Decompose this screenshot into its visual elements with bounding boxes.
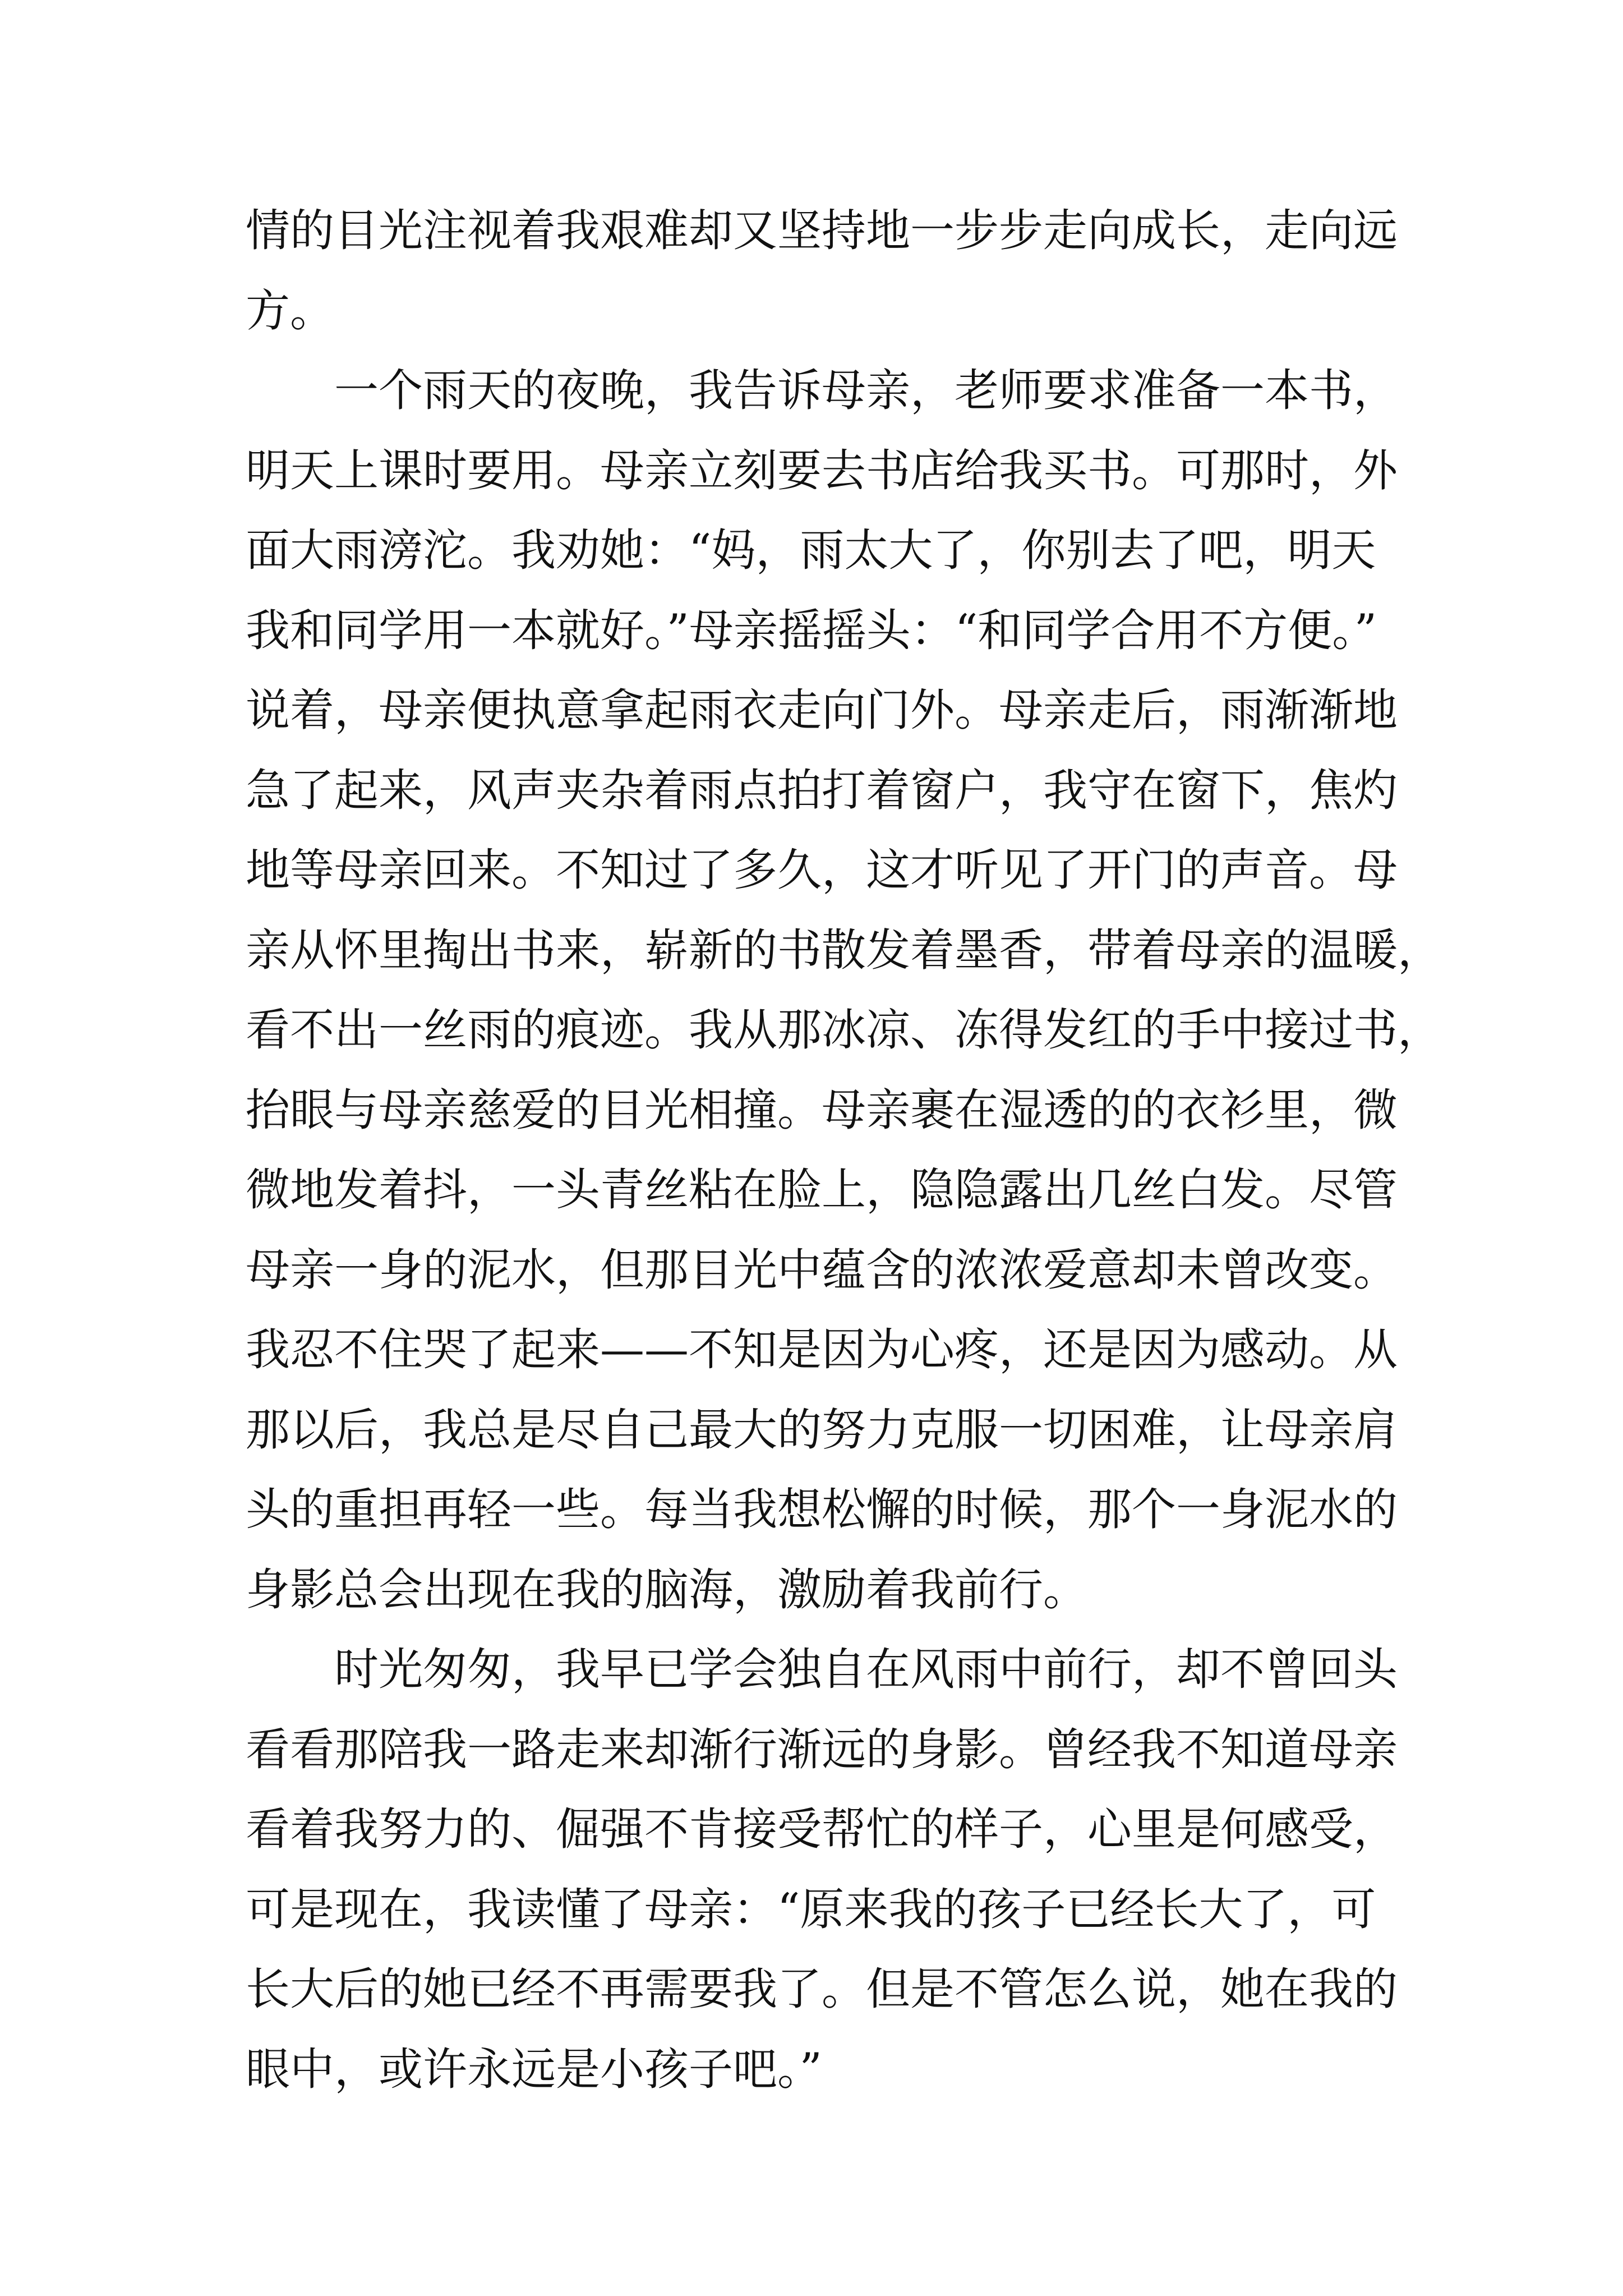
text-line: 长大后的她已经不再需要我了。但是不管怎么说，她在我的 bbox=[246, 1963, 1398, 2015]
text-line: 我忍不住哭了起来——不知是因为心疼，还是因为感动。从 bbox=[246, 1324, 1398, 1375]
text-line: 亲从怀里掏出书来，崭新的书散发着墨香，带着母亲的温暖， bbox=[246, 924, 1442, 976]
text-line: 情的目光注视着我艰难却又坚持地一步步走向成长，走向远 bbox=[246, 205, 1398, 256]
text-line: 眼中，或许永远是小孩子吧。” bbox=[246, 2043, 822, 2095]
body-text bbox=[246, 191, 1442, 2109]
text-line: 看看那陪我一路走来却渐行渐远的身影。曾经我不知道母亲 bbox=[246, 1723, 1398, 1775]
text-line: 抬眼与母亲慈爱的目光相撞。母亲裹在湿透的的衣衫里，微 bbox=[246, 1084, 1398, 1136]
text-line: 一个雨天的夜晚，我告诉母亲，老师要求准备一本书， bbox=[334, 365, 1398, 416]
text-line: 方。 bbox=[246, 284, 334, 337]
text-line: 微地发着抖，一头青丝粘在脸上，隐隐露出几丝白发。尽管 bbox=[246, 1164, 1398, 1216]
text-line: 母亲一身的泥水，但那目光中蕴含的浓浓爱意却未曾改变。 bbox=[246, 1244, 1398, 1296]
text-line: 明天上课时要用。母亲立刻要去书店给我买书。可那时，外 bbox=[246, 444, 1398, 496]
text-line: 说着，母亲便执意拿起雨衣走向门外。母亲走后，雨渐渐地 bbox=[246, 684, 1398, 736]
text-line: 时光匆匆，我早已学会独自在风雨中前行，却不曾回头 bbox=[334, 1644, 1398, 1695]
text-line: 面大雨滂沱。我劝她：“妈，雨太大了，你别去了吧，明天 bbox=[246, 524, 1376, 576]
text-line: 地等母亲回来。不知过了多久，这才听见了开门的声音。母 bbox=[246, 844, 1398, 896]
text-line: 身影总会出现在我的脑海，激励着我前行。 bbox=[246, 1563, 1087, 1616]
text-line: 看着我努力的、倔强不肯接受帮忙的样子，心里是何感受， bbox=[246, 1803, 1398, 1855]
text-line: 可是现在，我读懂了母亲：“原来我的孩子已经长大了，可 bbox=[246, 1883, 1376, 1935]
text-line: 头的重担再轻一些。每当我想松懈的时候，那个一身泥水的 bbox=[246, 1484, 1398, 1535]
text-line: 急了起来，风声夹杂着雨点拍打着窗户，我守在窗下，焦灼 bbox=[246, 764, 1398, 816]
text-line: 那以后，我总是尽自己最大的努力克服一切困难，让母亲肩 bbox=[246, 1404, 1398, 1456]
text-line: 我和同学用一本就好。”母亲摇摇头：“和同学合用不方便。” bbox=[246, 604, 1377, 656]
text-line: 看不出一丝雨的痕迹。我从那冰凉、冻得发红的手中接过书， bbox=[246, 1004, 1442, 1056]
